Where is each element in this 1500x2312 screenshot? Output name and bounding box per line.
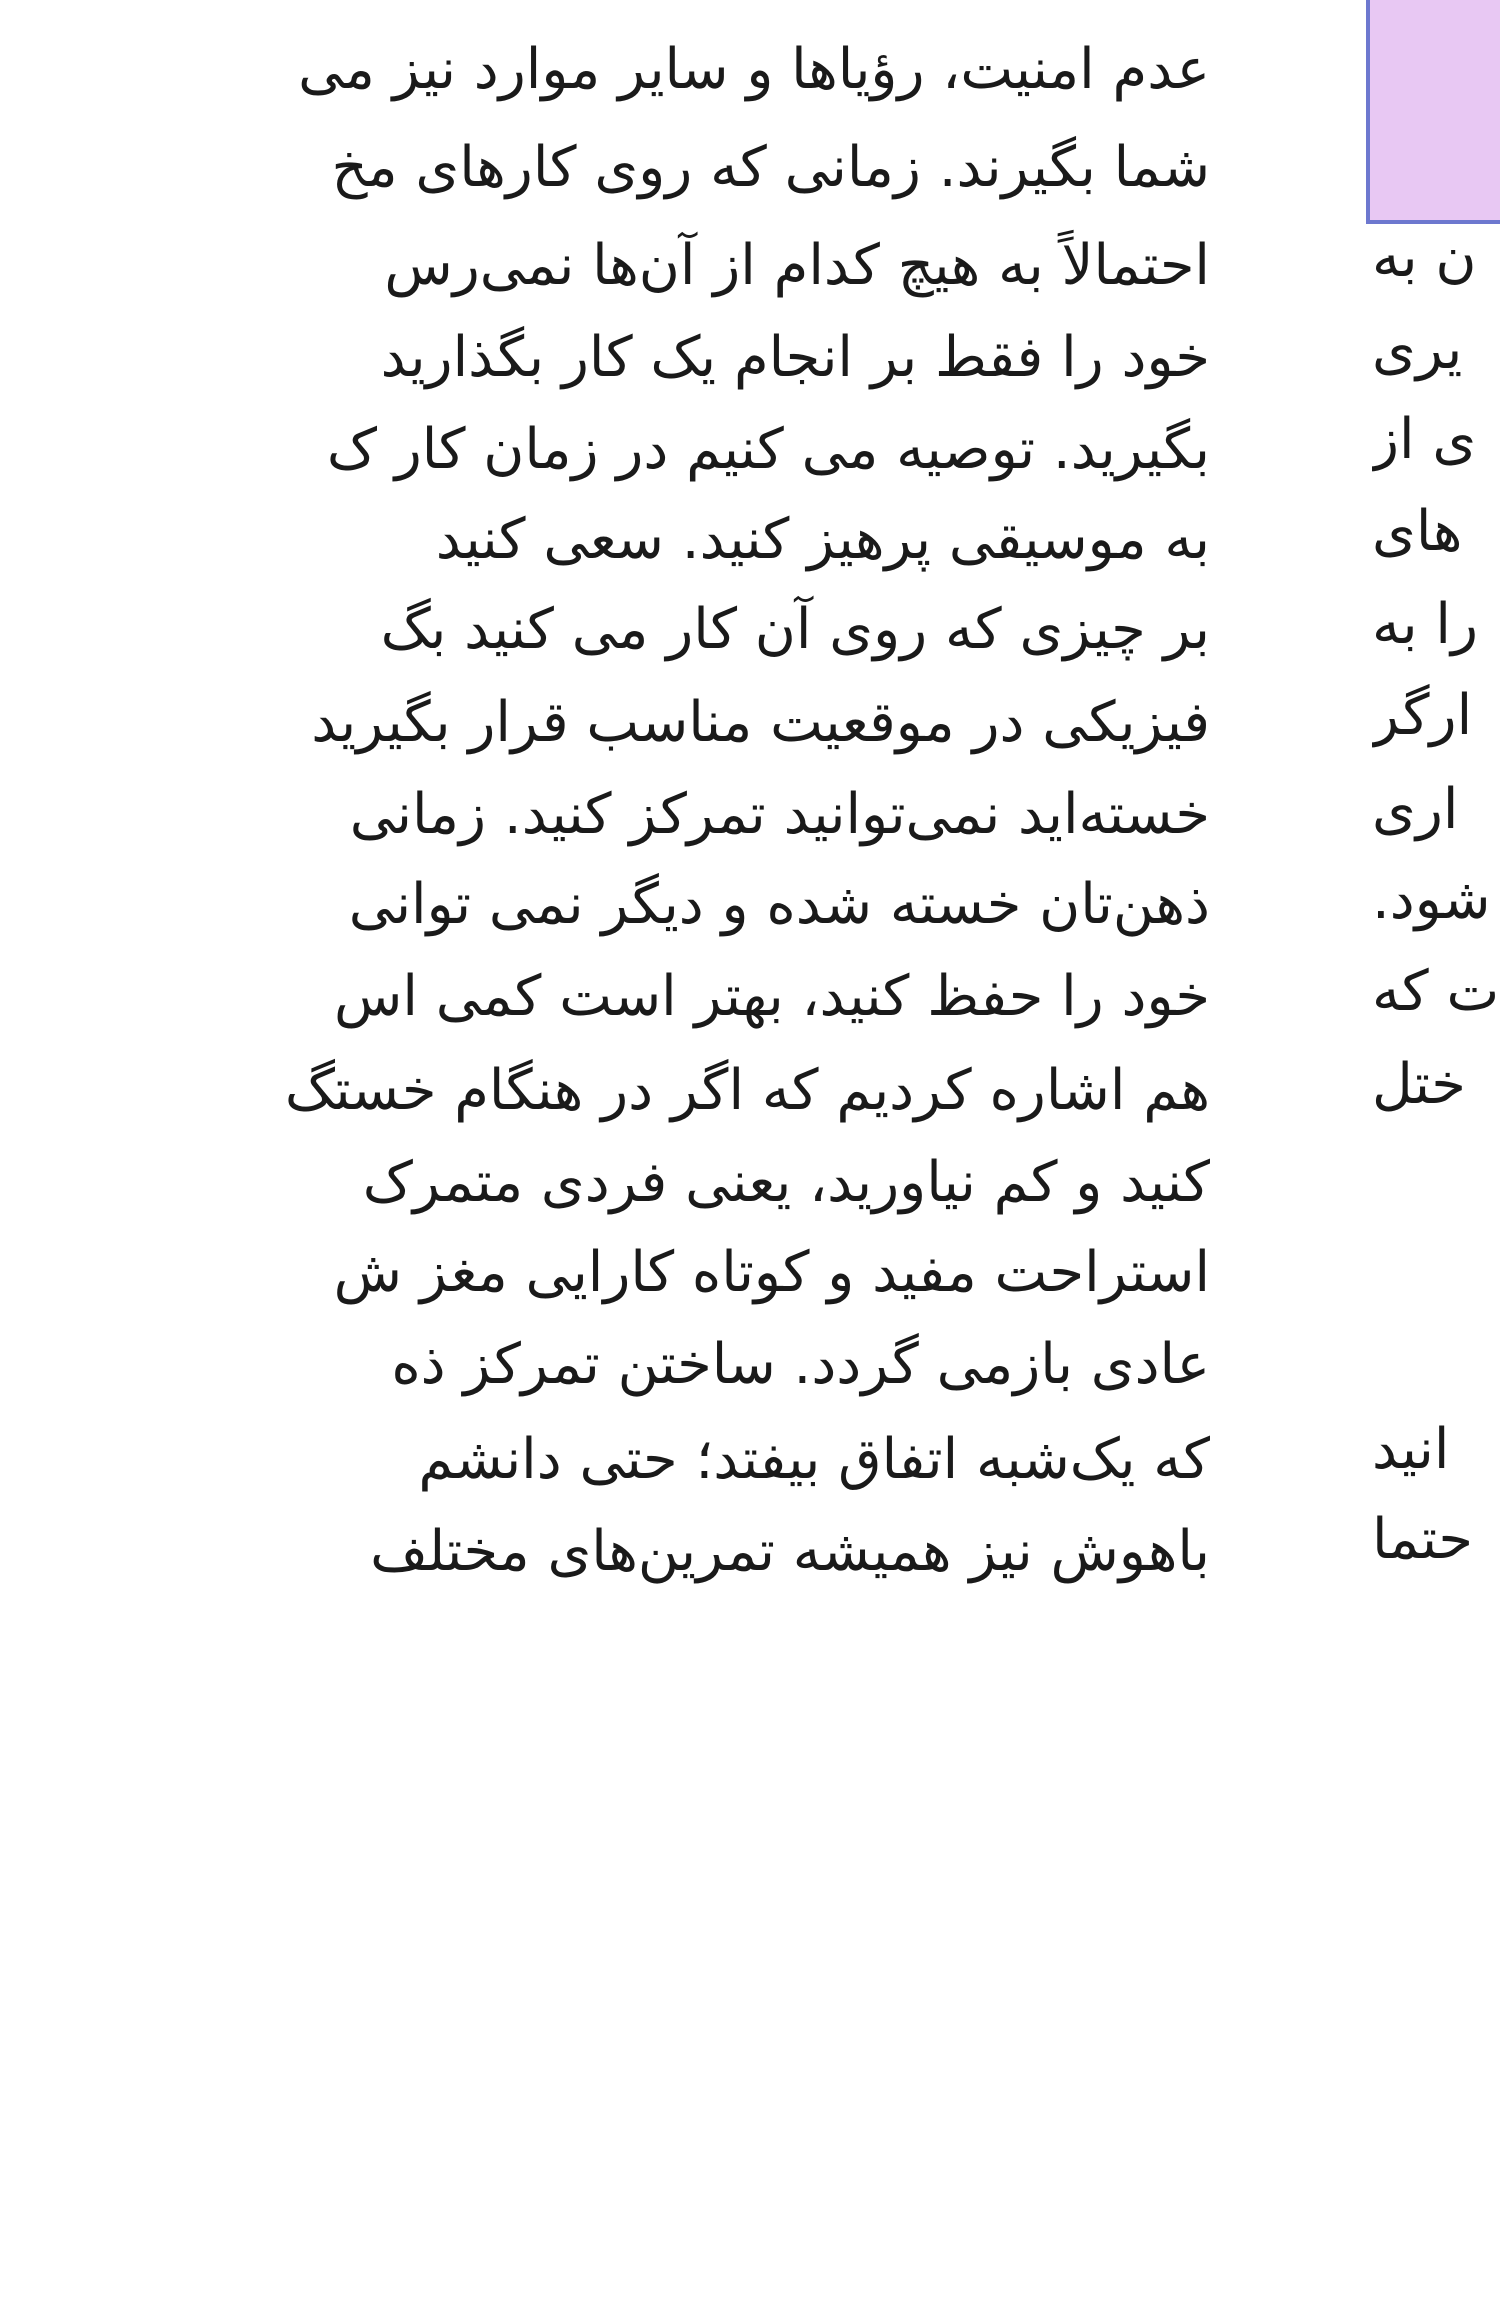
main-text-line: کنید و کم نیاورید، یعنی فردی متمرک [362,1150,1210,1215]
main-text-line: بگیرید. توصیه می کنیم در زمان کار ک [326,417,1210,482]
side-text-line: ختل [1372,1052,1466,1117]
side-text-line: های [1372,499,1463,564]
side-text-line: ارگر [1372,683,1473,748]
side-text-line: ی از [1372,407,1477,472]
side-text-line: ت که [1372,959,1500,1024]
side-text-line: را به [1372,592,1479,657]
side-text-line: انید [1372,1417,1450,1482]
main-text-line: استراحت مفید و کوتاه کارایی مغز ش [333,1240,1210,1305]
side-text-column [1372,0,1500,2312]
side-text-line: اری [1372,777,1459,842]
main-text-line: خسته‌اید نمی‌توانید تمرکز کنید. زمانی [349,782,1210,847]
side-text-line: ن به [1372,225,1477,290]
main-text-line: شما بگیرند. زمانی که روی کارهای مخ [331,135,1210,200]
main-text-line: ذهن‌تان خسته شده و دیگر نمی توانی [348,872,1210,937]
main-text-line: عادی بازمی گردد. ساختن تمرکز ذه [391,1332,1210,1397]
side-text-line: حتما [1372,1507,1473,1572]
main-text-line: باهوش نیز همیشه تمرین‌های مختلف [370,1519,1210,1584]
main-text-line: که یک‌شبه اتفاق بیفتد؛ حتی دانشم [418,1427,1210,1492]
side-text-line: شود. [1372,867,1491,932]
side-text-line: یری [1372,317,1463,382]
main-text-line: خود را فقط بر انجام یک کار بگذارید [380,325,1210,390]
main-text-line: فیزیکی در موقعیت مناسب قرار بگیرید [311,690,1210,755]
main-text-line: عدم امنیت، رؤیاها و سایر موارد نیز می [298,37,1210,102]
main-text-line: هم اشاره کردیم که اگر در هنگام خستگ [284,1058,1210,1123]
main-text-line: بر چیزی که روی آن کار می کنید بگ [380,597,1210,662]
main-text-line: خود را حفظ کنید، بهتر است کمی اس [333,964,1210,1029]
main-text-line: به موسیقی پرهیز کنید. سعی کنید [435,507,1210,572]
main-text-line: احتمالاً به هیچ کدام از آن‌ها نمی‌رس [384,233,1210,298]
